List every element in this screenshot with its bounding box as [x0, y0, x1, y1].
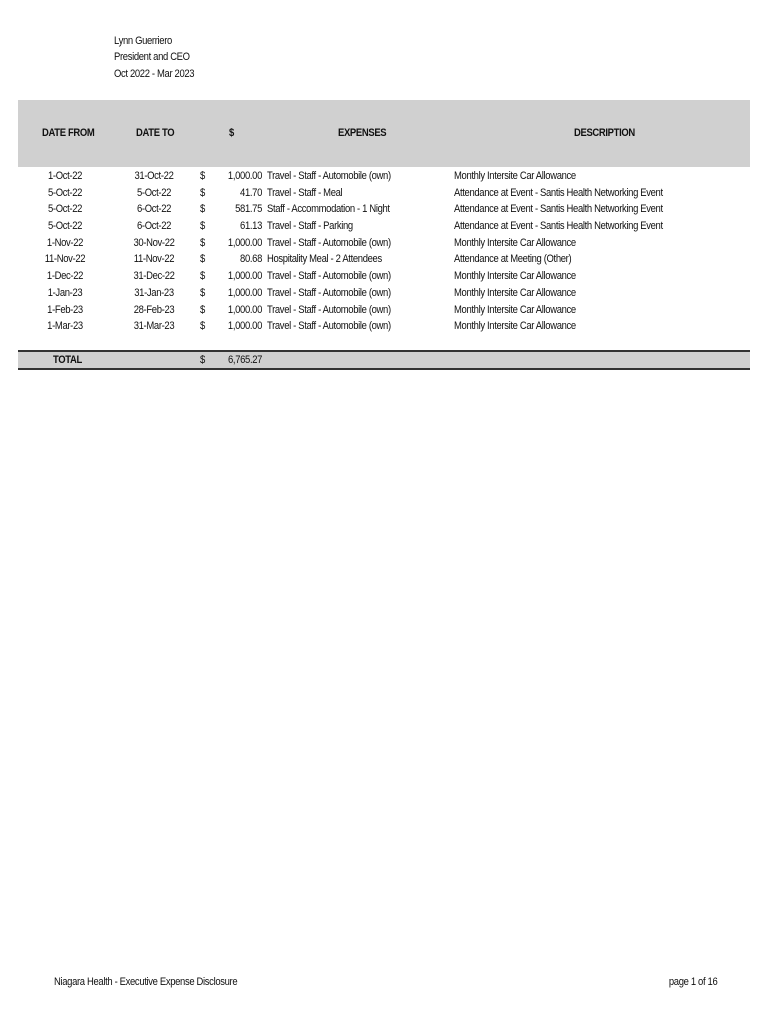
cell-date-from: 5-Oct-22 [47, 220, 83, 233]
cell-expense: Staff - Accommodation - 1 Night [267, 203, 390, 216]
cell-description: Attendance at Event - Santis Health Networking Event [454, 220, 663, 233]
total-label: TOTAL [53, 354, 82, 366]
cell-date-to: 31-Mar-23 [133, 320, 175, 333]
cell-date-from: 1-Feb-23 [47, 303, 83, 316]
table-row [0, 168, 770, 185]
cell-amount: 1,000.00 [227, 303, 262, 316]
cell-amount: 1,000.00 [227, 236, 262, 249]
cell-expense: Travel - Staff - Automobile (own) [267, 236, 391, 249]
title-value: President and CEO [114, 51, 190, 63]
footer-title: Niagara Health - Executive Expense Disclosure [54, 976, 238, 988]
page-number: page 1 of 16 [668, 976, 717, 988]
cell-amount: 41.70 [240, 186, 262, 199]
table-row [0, 201, 770, 218]
cell-description: Attendance at Event - Santis Health Networking Event [454, 203, 663, 216]
cell-currency: $ [200, 170, 205, 182]
cell-amount: 1,000.00 [227, 286, 262, 299]
col-date-from: DATE FROM [42, 127, 95, 139]
cell-date-from: 5-Oct-22 [47, 203, 83, 216]
cell-currency: $ [200, 320, 205, 333]
table-row [0, 235, 770, 252]
total-row [18, 350, 750, 369]
cell-currency: $ [200, 286, 205, 299]
cell-date-from: 1-Jan-23 [47, 286, 83, 299]
name-value: Lynn Guerriero [114, 35, 172, 47]
cell-amount: 1,000.00 [227, 170, 262, 182]
cell-expense: Travel - Staff - Automobile (own) [267, 303, 391, 316]
cell-currency: $ [200, 270, 205, 283]
total-currency: $ [200, 354, 206, 366]
cell-amount: 1,000.00 [227, 320, 262, 333]
cell-expense: Travel - Staff - Automobile (own) [267, 270, 391, 283]
total-amount: 6,765.27 [228, 354, 263, 366]
cell-date-to: 31-Oct-22 [134, 170, 174, 182]
cell-date-from: 5-Oct-22 [47, 186, 83, 199]
col-description: DESCRIPTION [574, 127, 635, 139]
col-dollar: $ [229, 127, 234, 139]
cell-date-from: 1-Mar-23 [47, 320, 83, 333]
expense-table-body [0, 168, 770, 335]
cell-date-to: 11-Nov-22 [133, 253, 175, 266]
cell-date-from: 1-Nov-22 [46, 236, 84, 249]
cell-currency: $ [200, 220, 205, 233]
table-row [0, 318, 770, 335]
total-double-underline [18, 369, 750, 370]
cell-description: Monthly Intersite Car Allowance [454, 236, 576, 249]
cell-currency: $ [200, 236, 205, 249]
cell-description: Monthly Intersite Car Allowance [454, 320, 576, 333]
cell-expense: Travel - Staff - Automobile (own) [267, 320, 391, 333]
cell-expense: Travel - Staff - Automobile (own) [267, 170, 391, 182]
cell-date-from: 1-Oct-22 [47, 170, 83, 182]
cell-expense: Hospitality Meal - 2 Attendees [267, 253, 382, 266]
cell-expense: Travel - Staff - Automobile (own) [267, 286, 391, 299]
cell-currency: $ [200, 203, 205, 216]
col-expenses: EXPENSES [338, 127, 387, 139]
table-row [0, 185, 770, 202]
cell-amount: 581.75 [235, 203, 262, 216]
cell-date-to: 30-Nov-22 [133, 236, 175, 249]
table-row [0, 268, 770, 285]
table-row [0, 285, 770, 302]
cell-date-to: 31-Dec-22 [133, 270, 175, 283]
cell-description: Attendance at Meeting (Other) [454, 253, 572, 266]
cell-date-to: 31-Jan-23 [134, 286, 174, 299]
cell-date-to: 28-Feb-23 [133, 303, 175, 316]
cell-description: Monthly Intersite Car Allowance [454, 170, 576, 182]
cell-description: Monthly Intersite Car Allowance [454, 303, 576, 316]
table-row [0, 251, 770, 268]
cell-description: Attendance at Event - Santis Health Networking Event [454, 186, 663, 199]
table-row [0, 218, 770, 235]
cell-amount: 1,000.00 [227, 270, 262, 283]
cell-currency: $ [200, 253, 205, 266]
cell-currency: $ [200, 303, 205, 316]
period-value: Oct 2022 - Mar 2023 [114, 68, 195, 80]
cell-date-from: 1-Dec-22 [46, 270, 84, 283]
col-date-to: DATE TO [136, 127, 175, 139]
cell-amount: 80.68 [240, 253, 262, 266]
cell-amount: 61.13 [240, 220, 262, 233]
cell-expense: Travel - Staff - Meal [267, 186, 343, 199]
table-row [0, 302, 770, 319]
cell-currency: $ [200, 186, 205, 199]
cell-date-to: 6-Oct-22 [136, 220, 172, 233]
cell-description: Monthly Intersite Car Allowance [454, 270, 576, 283]
cell-expense: Travel - Staff - Parking [267, 220, 353, 233]
cell-date-to: 6-Oct-22 [136, 203, 172, 216]
cell-date-to: 5-Oct-22 [136, 186, 172, 199]
cell-description: Monthly Intersite Car Allowance [454, 286, 576, 299]
table-header [18, 100, 750, 167]
cell-date-from: 11-Nov-22 [44, 253, 86, 266]
